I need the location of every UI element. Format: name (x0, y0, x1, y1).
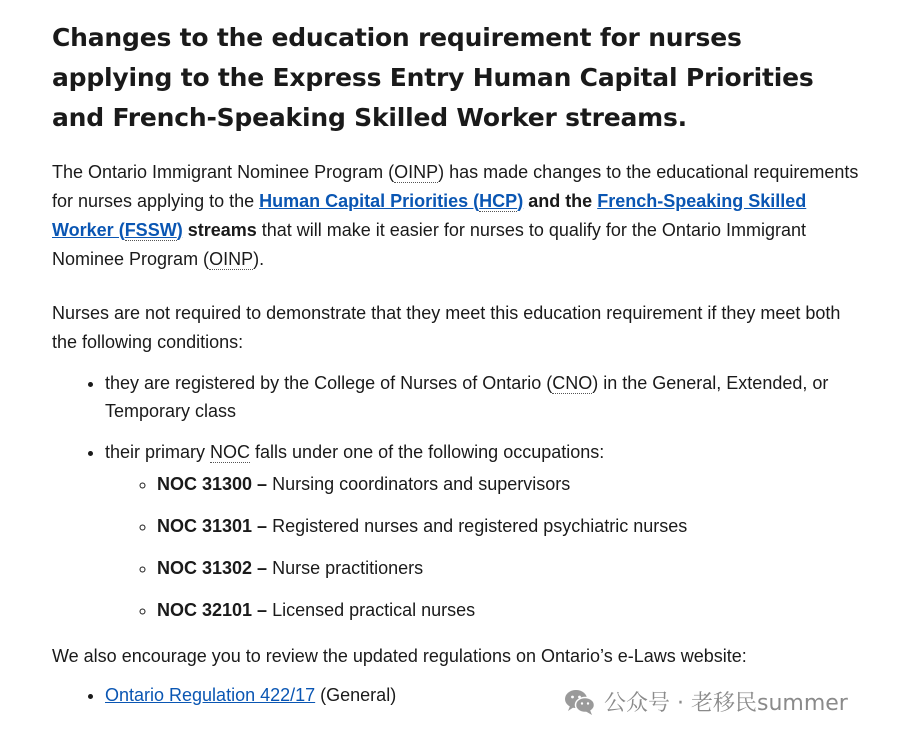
occupations-list (105, 470, 862, 624)
intro-paragraph (52, 158, 862, 274)
occupation-item (157, 596, 862, 624)
condition-primary-noc (105, 438, 862, 624)
noc-title: Nurse practitioners (267, 558, 424, 578)
link-hcp-text: Human Capital Priorities ( (259, 191, 480, 211)
occupation-item (157, 470, 862, 498)
occupation-item (157, 554, 862, 582)
abbr-hcp: HCP (479, 191, 518, 211)
link-fssw-text: French-Speaking Skilled Worker ( (52, 191, 807, 240)
noc-code: NOC 32101 – (157, 600, 268, 620)
intro-text-streams: streams (182, 220, 257, 240)
noc-code: NOC 31301 – (157, 516, 268, 536)
wechat-icon (564, 688, 596, 716)
condition-2-text-b: falls under one of the following occupations: (250, 442, 605, 462)
condition-1-text-b: ) in the General, Extended, or Temporary class (105, 373, 829, 421)
noc-title: Licensed practical nurses (267, 600, 476, 620)
noc-title: Registered nurses and registered psychiatric nurses (267, 516, 688, 536)
link-fssw-close: ) (176, 220, 183, 240)
occupation-item (157, 512, 862, 540)
noc-title: Nursing coordinators and supervisors (267, 474, 571, 494)
condition-cno-registration (105, 369, 862, 425)
intro-text-and: and the (523, 191, 598, 211)
link-ontario-regulation-422-17[interactable]: Ontario Regulation 422/17 (105, 685, 316, 705)
intro-text-2: ) has made changes to the educational requirements for nurses applying to the (52, 162, 859, 211)
abbr-fssw: FSSW (124, 220, 177, 240)
intro-text-5: that will make it easier for nurses to qualify for the Ontario Immigrant Nominee Program ( (52, 220, 806, 269)
conditions-intro: Nurses are not required to demonstrate that they meet this education requirement if they meet both the following conditions: (52, 303, 841, 352)
condition-1-text-a: they are registered by the College of Nurses of Ontario ( (105, 373, 553, 393)
conditions-list (52, 369, 862, 624)
page-title: Changes to the education requirement for nurses applying to the Express Entry Human Capital Priorities and French-Speaking Skilled Worker streams. (52, 23, 814, 132)
abbr-cno[interactable]: CNO (552, 373, 593, 393)
intro-text-6: ). (253, 249, 265, 269)
link-human-capital-priorities[interactable] (259, 191, 523, 212)
watermark-text: 公众号 · 老移民summer (604, 691, 848, 716)
intro-text-1: The Ontario Immigrant Nominee Program ( (52, 162, 395, 182)
noc-code: NOC 31302 – (157, 558, 268, 578)
regulations-intro: We also encourage you to review the updated regulations on Ontario’s e-Laws website: (52, 646, 747, 666)
abbr-oinp[interactable]: OINP (394, 162, 439, 182)
watermark (564, 686, 848, 717)
regulation-suffix: (General) (315, 685, 397, 705)
article (52, 18, 862, 722)
abbr-noc[interactable]: NOC (210, 442, 251, 462)
noc-code: NOC 31300 – (157, 474, 268, 494)
abbr-oinp-2[interactable]: OINP (209, 249, 254, 269)
link-hcp-close: ) (517, 191, 524, 211)
condition-2-text-a: their primary (105, 442, 211, 462)
